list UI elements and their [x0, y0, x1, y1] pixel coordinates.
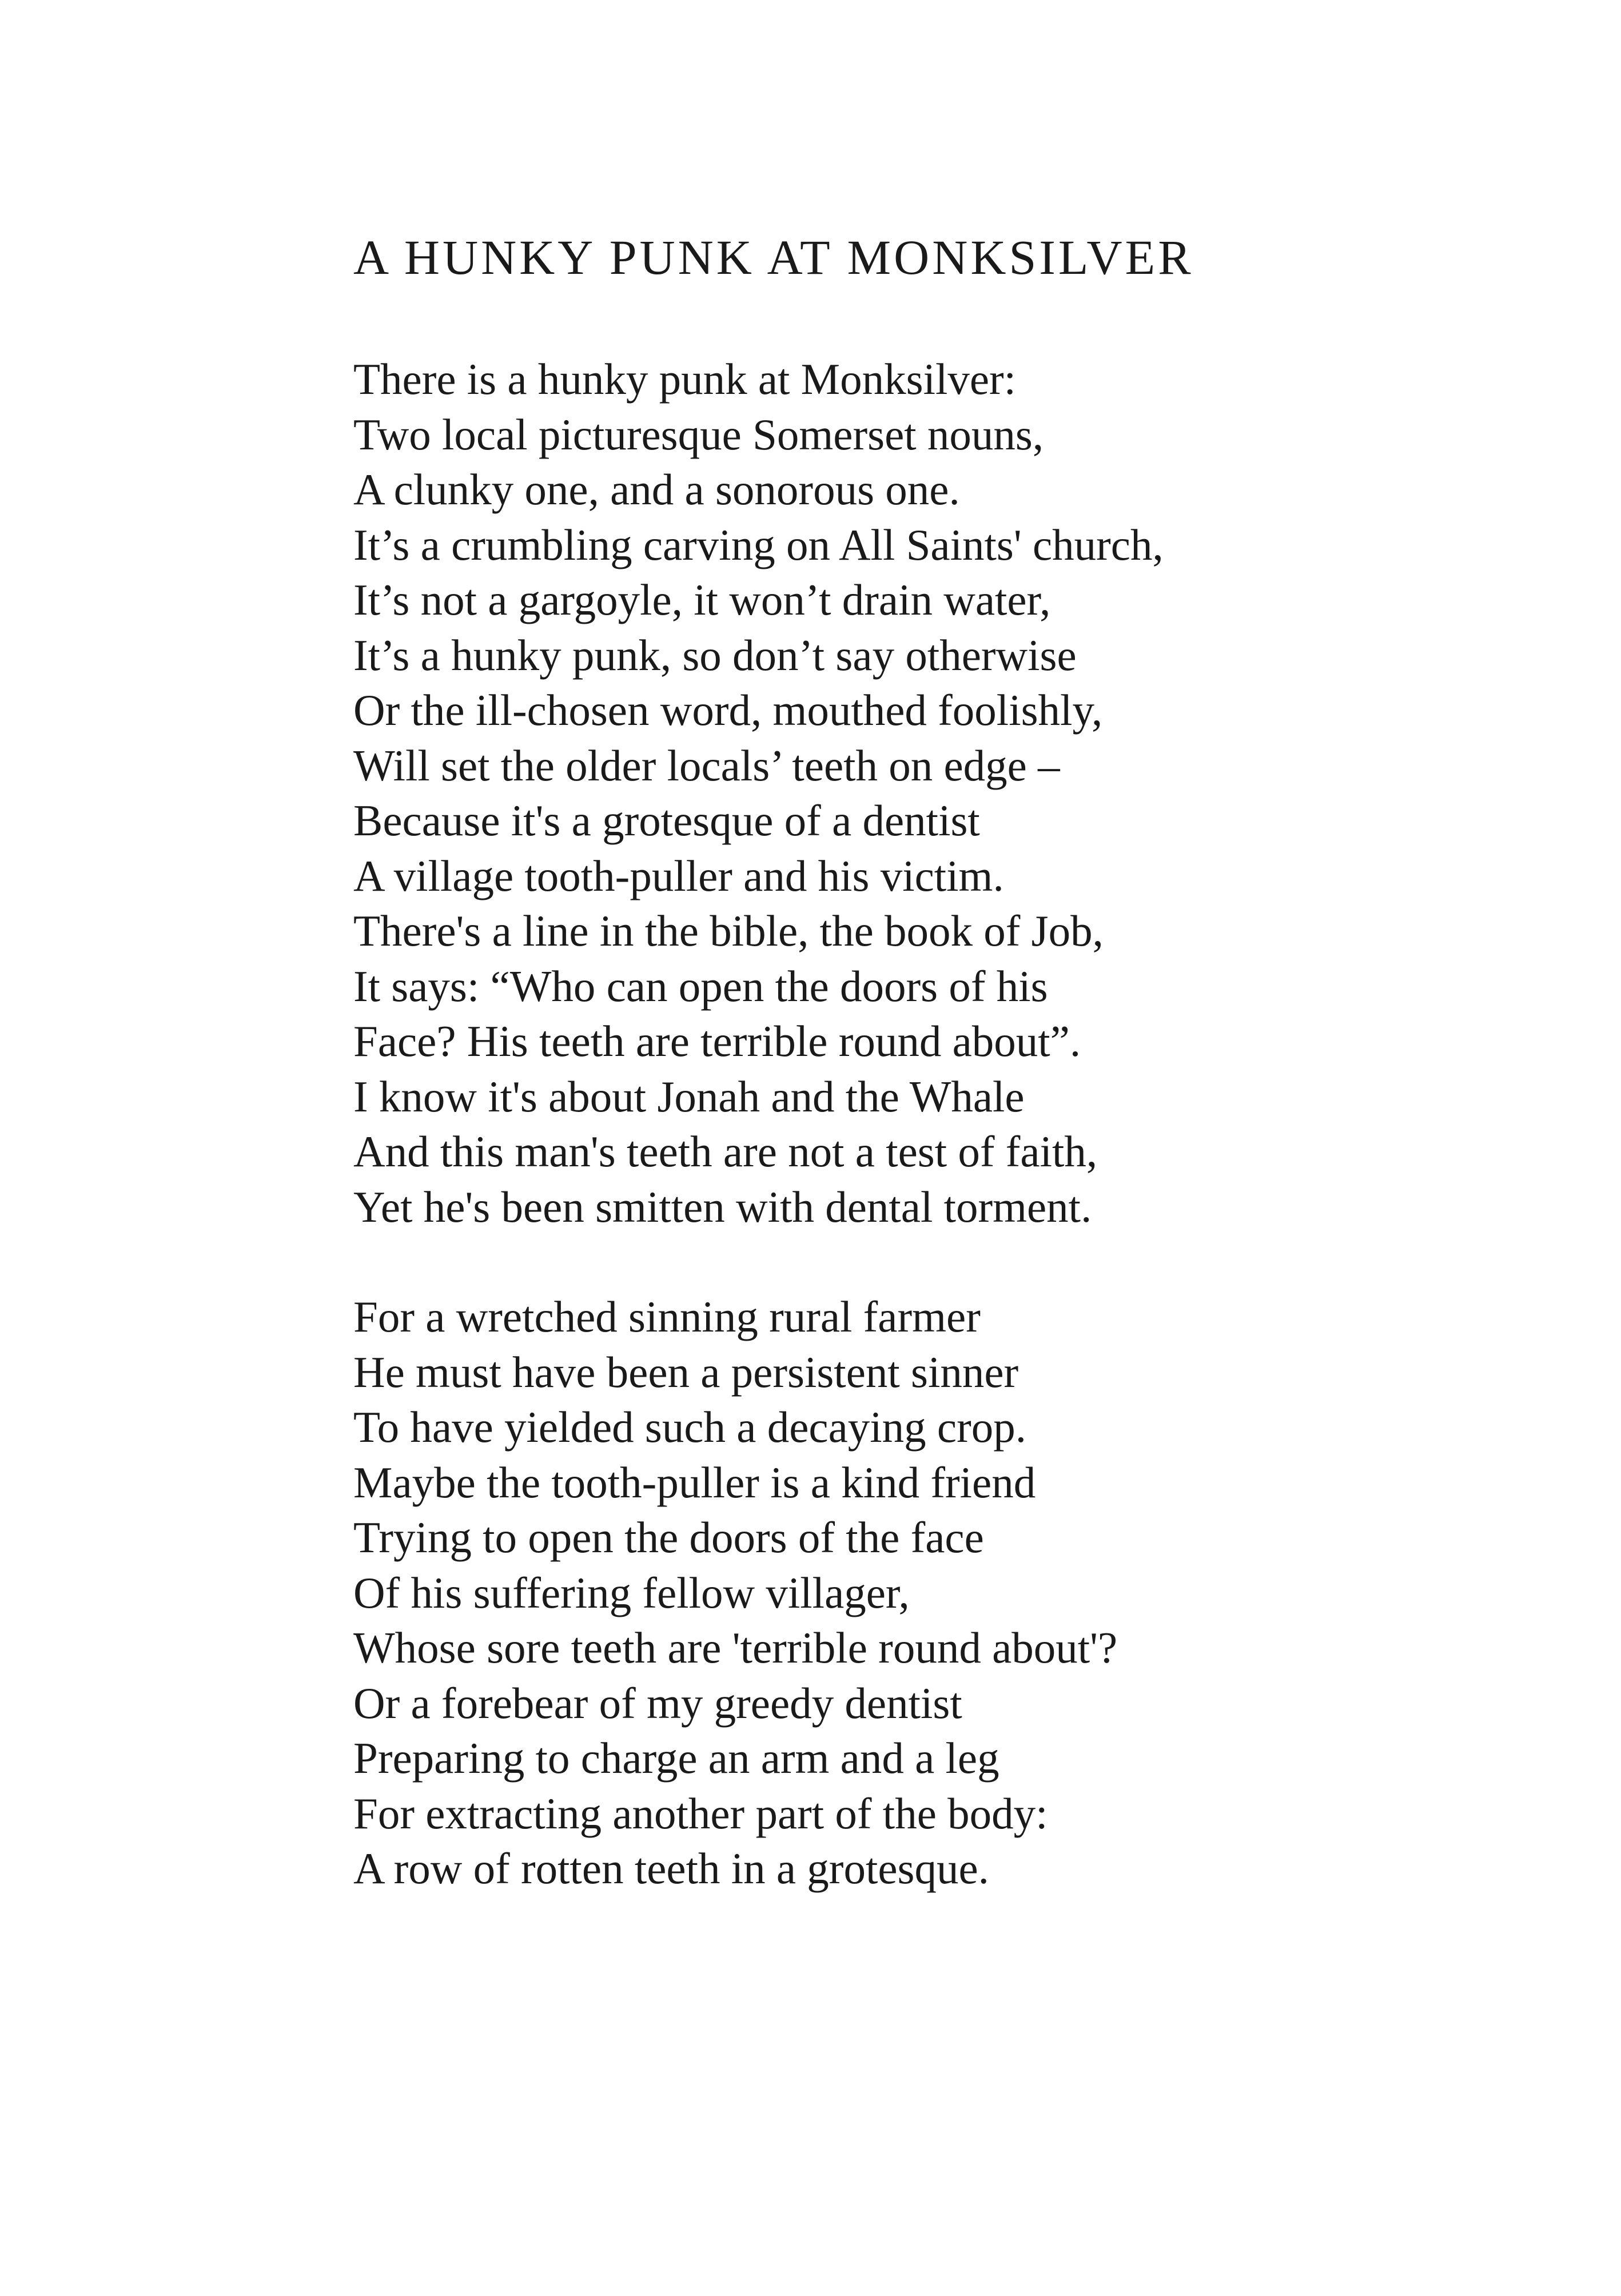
- poem-line: Maybe the tooth-puller is a kind friend: [353, 1457, 1036, 1507]
- poem-line: To have yielded such a decaying crop.: [353, 1402, 1026, 1452]
- poem-line: Of his suffering fellow villager,: [353, 1568, 910, 1617]
- poem-line: It’s not a gargoyle, it won’t drain water,: [353, 575, 1051, 624]
- poem-line: It says: “Who can open the doors of his: [353, 961, 1048, 1011]
- poem-line: For a wretched sinning rural farmer: [353, 1292, 981, 1341]
- poem-line: Because it's a grotesque of a dentist: [353, 796, 980, 845]
- poem-line: Trying to open the doors of the face: [353, 1513, 984, 1562]
- poem-line: I know it's about Jonah and the Whale: [353, 1071, 1025, 1121]
- poem-line: Or the ill-chosen word, mouthed foolishly,: [353, 685, 1103, 735]
- poem-line: There is a hunky punk at Monksilver:: [353, 354, 1017, 404]
- stanza-2: [353, 1289, 1554, 1896]
- poem-line: It’s a hunky punk, so don’t say otherwise: [353, 630, 1077, 680]
- poem-line: Preparing to charge an arm and a leg: [353, 1733, 999, 1783]
- poem-line: He must have been a persistent sinner: [353, 1347, 1019, 1397]
- stanza-1: [353, 352, 1554, 1234]
- poem-line: Or a forebear of my greedy dentist: [353, 1678, 962, 1728]
- poem-line: And this man's teeth are not a test of faith,: [353, 1127, 1098, 1176]
- poem-line: A village tooth-puller and his victim.: [353, 851, 1004, 900]
- poem-line: Whose sore teeth are 'terrible round about'?: [353, 1623, 1118, 1672]
- poem-line: A clunky one, and a sonorous one.: [353, 465, 960, 514]
- poem-line: It’s a crumbling carving on All Saints' church,: [353, 520, 1164, 569]
- poem-line: Will set the older locals’ teeth on edge –: [353, 740, 1060, 790]
- poem-line: There's a line in the bible, the book of Job,: [353, 906, 1104, 955]
- poem-line: Yet he's been smitten with dental torment.: [353, 1182, 1092, 1231]
- poem-page: [353, 226, 1554, 1896]
- poem-line: Face? His teeth are terrible round about”.: [353, 1017, 1081, 1066]
- poem-title: A HUNKY PUNK AT MONKSILVER: [353, 230, 1194, 285]
- poem-line: A row of rotten teeth in a grotesque.: [353, 1844, 989, 1893]
- poem-line: For extracting another part of the body:: [353, 1788, 1048, 1838]
- poem-line: Two local picturesque Somerset nouns,: [353, 409, 1044, 459]
